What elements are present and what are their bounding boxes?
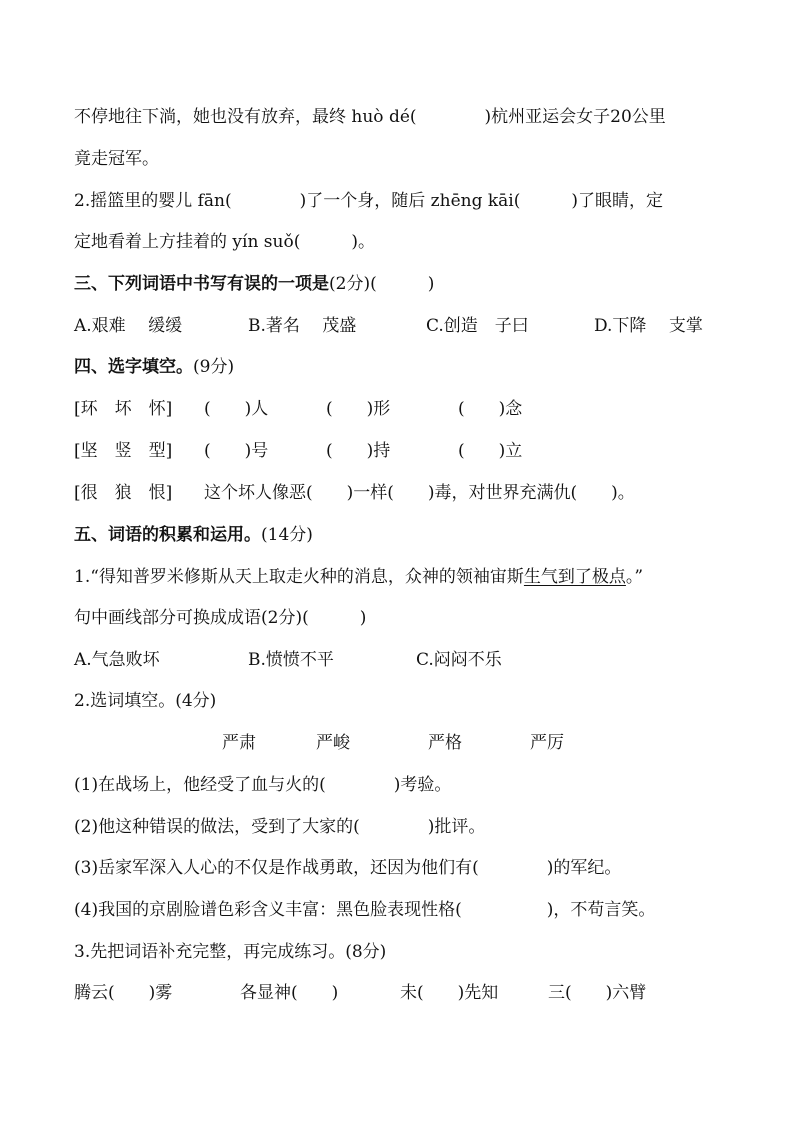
- section-3-option-a: A.艰难 缓缓: [74, 316, 183, 336]
- word-choice: 严格: [428, 733, 462, 753]
- section-3-title: 三、下列词语中书写有误的一项是: [74, 274, 329, 294]
- fill-blank: ( )形: [326, 399, 391, 419]
- char-group: [很 狼 恨]: [74, 483, 173, 503]
- section-4-score: (9分): [193, 357, 235, 377]
- idiom-blank: 三( )六臂: [548, 983, 647, 1003]
- word-choice: 严厉: [530, 733, 564, 753]
- section-4-heading: [74, 356, 234, 378]
- section-5-q1-prompt: 句中画线部分可换成成语(2分)( ): [74, 608, 367, 628]
- section-4-title: 四、选字填空。: [74, 357, 193, 377]
- fill-sentence: 这个坏人像恶( )一样( )毒，对世界充满仇( )。: [204, 483, 635, 503]
- fill-blank: ( )念: [458, 399, 523, 419]
- idiom-blank: 未( )先知: [400, 983, 499, 1003]
- fill-sentence: (1)在战场上，他经受了血与火的( )考验。: [74, 775, 452, 795]
- section-5-heading: [74, 524, 313, 546]
- fill-sentence: (2)他这种错误的做法，受到了大家的( )批评。: [74, 817, 486, 837]
- fill-blank: ( )立: [458, 441, 523, 461]
- question-2-line: 定地看着上方挂着的 yín suǒ( )。: [74, 232, 375, 252]
- fill-sentence: (4)我国的京剧脸谱色彩含义丰富：黑色脸表现性格( )，不苟言笑。: [74, 900, 656, 920]
- char-group: [环 坏 怀]: [74, 399, 173, 419]
- q1-option-b: B.愤愤不平: [248, 650, 334, 670]
- section-3-option-b: B.著名 茂盛: [248, 316, 357, 336]
- q1-text-before: 1.“得知普罗米修斯从天上取走火种的消息，众神的领袖宙斯: [74, 567, 524, 587]
- q1-text-after: 。”: [625, 567, 644, 587]
- passage-line: 不停地往下淌，她也没有放弃，最终 huò dé( )杭州亚运会女子20公里: [74, 107, 666, 127]
- word-choice: 严肃: [222, 733, 256, 753]
- section-5-title: 五、词语的积累和运用。: [74, 525, 261, 545]
- section-5-q3-title: 3.先把词语补充完整，再完成练习。(8分): [74, 942, 387, 962]
- idiom-blank: 各显神( ): [240, 983, 339, 1003]
- q1-underlined-phrase: 生气到了极点: [523, 567, 626, 587]
- fill-sentence: (3)岳家军深入人心的不仅是作战勇敢，还因为他们有( )的军纪。: [74, 858, 622, 878]
- char-group: [坚 竖 型]: [74, 441, 173, 461]
- section-5-q2-title: 2.选词填空。(4分): [74, 691, 217, 711]
- section-3-option-d: D.下降 支掌: [594, 316, 703, 336]
- passage-line: 竟走冠军。: [74, 149, 159, 169]
- section-3-score: (2分)( ): [329, 274, 435, 294]
- idiom-blank: 腾云( )雾: [74, 983, 173, 1003]
- section-5-q1-line: [74, 566, 643, 588]
- section-3-heading: [74, 273, 434, 295]
- section-3-option-c: C.创造 子曰: [426, 316, 529, 336]
- section-5-score: (14分): [261, 525, 313, 545]
- fill-blank: ( )号: [204, 441, 269, 461]
- q1-option-a: A.气急败坏: [74, 650, 160, 670]
- question-2-line: 2.摇篮里的婴儿 fān( )了一个身，随后 zhēng kāi( )了眼睛，定: [74, 191, 664, 211]
- q1-option-c: C.闷闷不乐: [416, 650, 502, 670]
- fill-blank: ( )持: [326, 441, 391, 461]
- fill-blank: ( )人: [204, 399, 269, 419]
- word-choice: 严峻: [316, 733, 350, 753]
